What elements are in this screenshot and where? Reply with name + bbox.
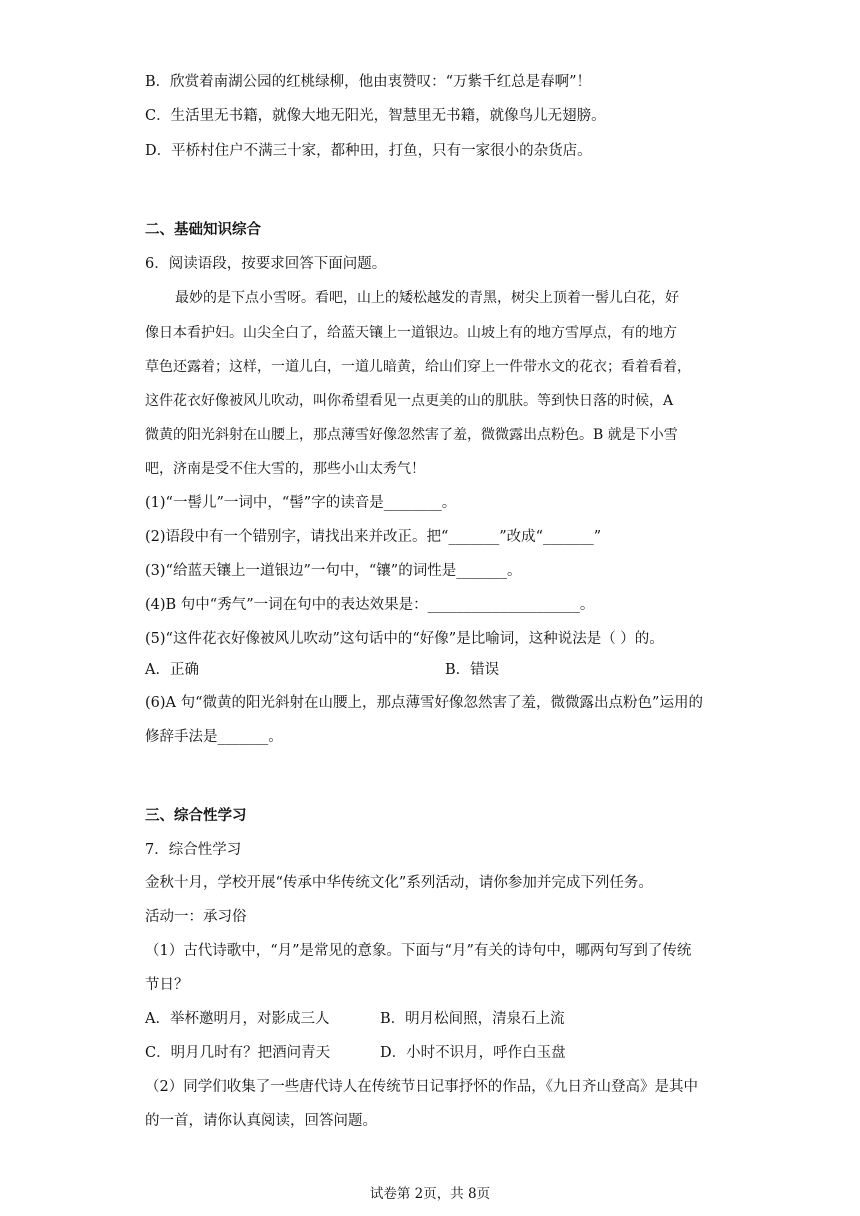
section-heading-3: 三、综合性学习	[145, 807, 247, 824]
task-2-line1: （2）同学们收集了一些唐代诗人在传统节日记事抒怀的作品，《九日齐山登高》是其中	[145, 1079, 698, 1095]
task-1-option-b: B．明月松间照，清泉石上流	[380, 1011, 565, 1027]
sub-question-4: (4)B 句中“秀气”一词在句中的表达效果是：_____________________。	[145, 597, 595, 613]
sub-question-3: (3)“给蓝天镶上一道银边”一句中，“镶”的词性是_______。	[145, 563, 522, 579]
passage-line: 草色还露着；这样，一道儿白，一道儿暗黄，给山们穿上一件带水文的花衣；看着看着，	[145, 359, 691, 375]
task-1-line2: 节日？	[145, 977, 189, 993]
activity-1-title: 活动一：承习俗	[145, 909, 247, 925]
q5-option-b: B．欣赏着南湖公园的红桃绿柳，他由衷赞叹：“万紫千红总是春啊”！	[145, 74, 591, 90]
sub-question-1: (1)“一髻儿”一词中，“髻”字的读音是________。	[145, 495, 457, 511]
activity-intro: 金秋十月，学校开展“传承中华传统文化”系列活动，请你参加并完成下列任务。	[145, 875, 653, 891]
task-1-line1: （1）古代诗歌中，“月”是常见的意象。下面与“月”有关的诗句中，哪两句写到了传统	[145, 943, 692, 959]
q5-option-d: D．平桥村住户不满三十家，都种田，打鱼，只有一家很小的杂货店。	[145, 143, 592, 159]
task-2-line2: 的一首，请你认真阅读，回答问题。	[145, 1113, 377, 1129]
sub-question-5: (5)“这件花衣好像被风儿吹动”这句话中的“好像”是比喻词，这种说法是（ ）的。	[145, 631, 664, 647]
page-footer: 试卷第 2页，共 8页	[369, 1186, 491, 1202]
passage-line: 像日本看护妇。山尖全白了，给蓝天镶上一道银边。山坡上有的地方雪厚点，有的地方	[145, 325, 677, 341]
sub-question-6-line2: 修辞手法是_______。	[145, 729, 283, 745]
question-6-stem: 6．阅读语段，按要求回答下面问题。	[145, 256, 387, 272]
question-7-stem: 7．综合性学习	[145, 842, 242, 858]
passage-line: 这件花衣好像被风儿吹动，叫你希望看见一点更美的山的肌肤。等到快日落的时候，A	[145, 393, 674, 409]
passage-line: 吧，济南是受不住大雪的，那些小山太秀气！	[145, 461, 425, 477]
task-1-option-c: C．明月几时有？把酒问青天	[145, 1045, 331, 1061]
passage-line: 最妙的是下点小雪呀。看吧，山上的矮松越发的青黑，树尖上顶着一髻儿白花，好	[175, 290, 679, 306]
sub-question-2: (2)语段中有一个错别字，请找出来并改正。把“_______”改成“_______”	[145, 529, 602, 545]
task-1-option-a: A．举杯邀明月，对影成三人	[145, 1011, 330, 1027]
section-heading-2: 二、基础知识综合	[145, 221, 261, 238]
sub-question-6-line1: (6)A 句“微黄的阳光斜射在山腰上，那点薄雪好像忽然害了羞，微微露出点粉色”运用的	[145, 695, 703, 711]
sub-question-5-option-a: A．正确	[145, 662, 199, 678]
sub-question-5-option-b: B．错误	[445, 662, 500, 678]
task-1-option-d: D．小时不识月，呼作白玉盘	[380, 1045, 566, 1061]
passage-line: 微黄的阳光斜射在山腰上，那点薄雪好像忽然害了羞，微微露出点粉色。B 就是下小雪	[145, 427, 678, 443]
q5-option-c: C．生活里无书籍，就像大地无阳光，智慧里无书籍，就像鸟儿无翅膀。	[145, 108, 606, 124]
